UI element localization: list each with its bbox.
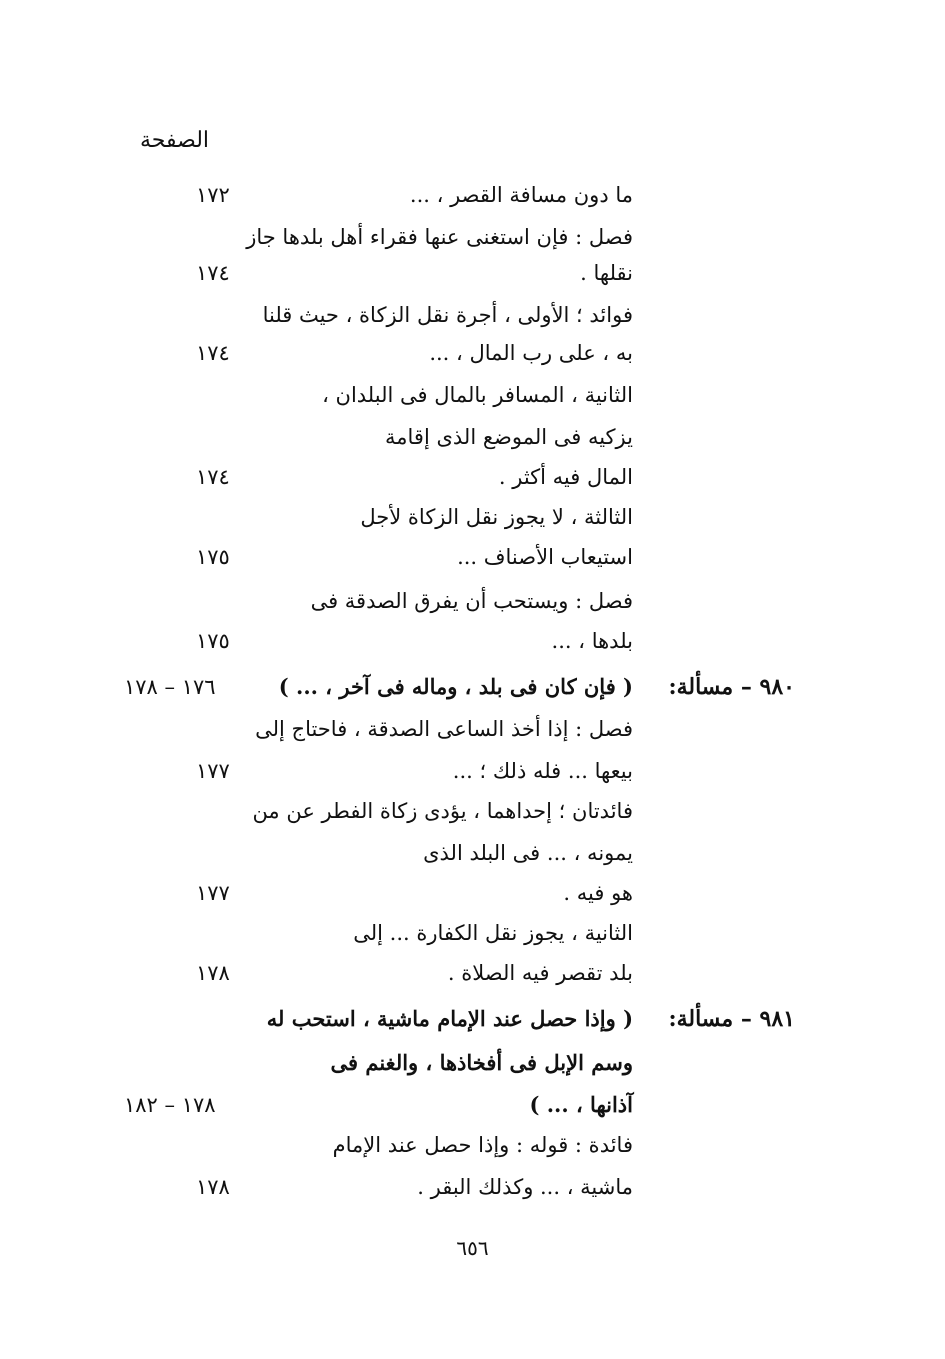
issue-number: ٩٨٠ – مسألة: bbox=[668, 674, 795, 700]
page-reference: ١٧٢ bbox=[196, 183, 230, 207]
entry-text: ما دون مسافة القصر ، ... bbox=[409, 183, 633, 207]
page-reference: ١٧٥ bbox=[196, 545, 230, 569]
page-reference: ١٧٤ bbox=[196, 261, 230, 285]
entry-text: ( فإن كان فى بلد ، وماله فى آخر ، ... ) bbox=[278, 674, 633, 699]
entry-text: الثالثة ، لا يجوز نقل الزكاة لأجل bbox=[360, 505, 633, 529]
entry-text: بيعها ... فله ذلك ؛ ... bbox=[452, 759, 633, 783]
page-number: ٦٥٦ bbox=[456, 1236, 489, 1260]
entry-text: فصل : ويستحب أن يفرق الصدقة فى bbox=[310, 589, 633, 613]
issue-number: ٩٨١ – مسألة: bbox=[668, 1006, 795, 1032]
entry-text: نقلها . bbox=[580, 261, 633, 285]
page-reference: ١٧٧ bbox=[196, 759, 230, 783]
page-reference: ١٧٤ bbox=[196, 465, 230, 489]
page-reference: ١٧٧ bbox=[196, 881, 230, 905]
entry-text: بلد تقصر فيه الصلاة . bbox=[447, 961, 633, 985]
entry-text: المال فيه أكثر . bbox=[498, 465, 633, 489]
entry-text: الثانية ، المسافر بالمال فى البلدان ، bbox=[322, 383, 633, 407]
entry-text: استيعاب الأصناف ... bbox=[457, 545, 633, 569]
entry-text: به ، على رب المال ، ... bbox=[429, 341, 633, 365]
page-reference: ١٧٤ bbox=[196, 341, 230, 365]
entry-text: يمونه ، ... فى البلد الذى bbox=[423, 841, 633, 865]
page-reference: ١٧٥ bbox=[196, 629, 230, 653]
entry-text: ( وإذا حصل عند الإمام ماشية ، استحب له bbox=[266, 1006, 633, 1031]
entry-text: هو فيه . bbox=[563, 881, 633, 905]
entry-text: بلدها ، ... bbox=[551, 629, 633, 653]
entry-text: يزكيه فى الموضع الذى إقامة bbox=[385, 425, 633, 449]
entry-text: الثانية ، يجوز نقل الكفارة ... إلى bbox=[353, 921, 633, 945]
entry-text: آذانها ، ... ) bbox=[529, 1092, 633, 1117]
page-reference: ١٧٨ – ١٨٢ bbox=[124, 1093, 216, 1117]
entry-text: فصل : فإن استغنى عنها فقراء أهل بلدها جاز bbox=[246, 225, 633, 249]
page-column-header: الصفحة bbox=[140, 128, 210, 153]
page-reference: ١٧٨ bbox=[196, 961, 230, 985]
page-reference: ١٧٦ – ١٧٨ bbox=[124, 675, 216, 699]
entry-text: فائدتان ؛ إحداهما ، يؤدى زكاة الفطر عن من bbox=[252, 799, 633, 823]
entry-text: وسم الإبل فى أفخاذها ، والغنم فى bbox=[330, 1050, 633, 1075]
entry-text: فائدة : قوله : وإذا حصل عند الإمام bbox=[332, 1133, 633, 1157]
entry-text: ماشية ، ... وكذلك البقر . bbox=[417, 1175, 633, 1199]
entry-text: فصل : إذا أخذ الساعى الصدقة ، فاحتاج إلى bbox=[255, 717, 633, 741]
entry-text: فوائد ؛ الأولى ، أجرة نقل الزكاة ، حيث قلنا bbox=[262, 303, 633, 327]
page-reference: ١٧٨ bbox=[196, 1175, 230, 1199]
